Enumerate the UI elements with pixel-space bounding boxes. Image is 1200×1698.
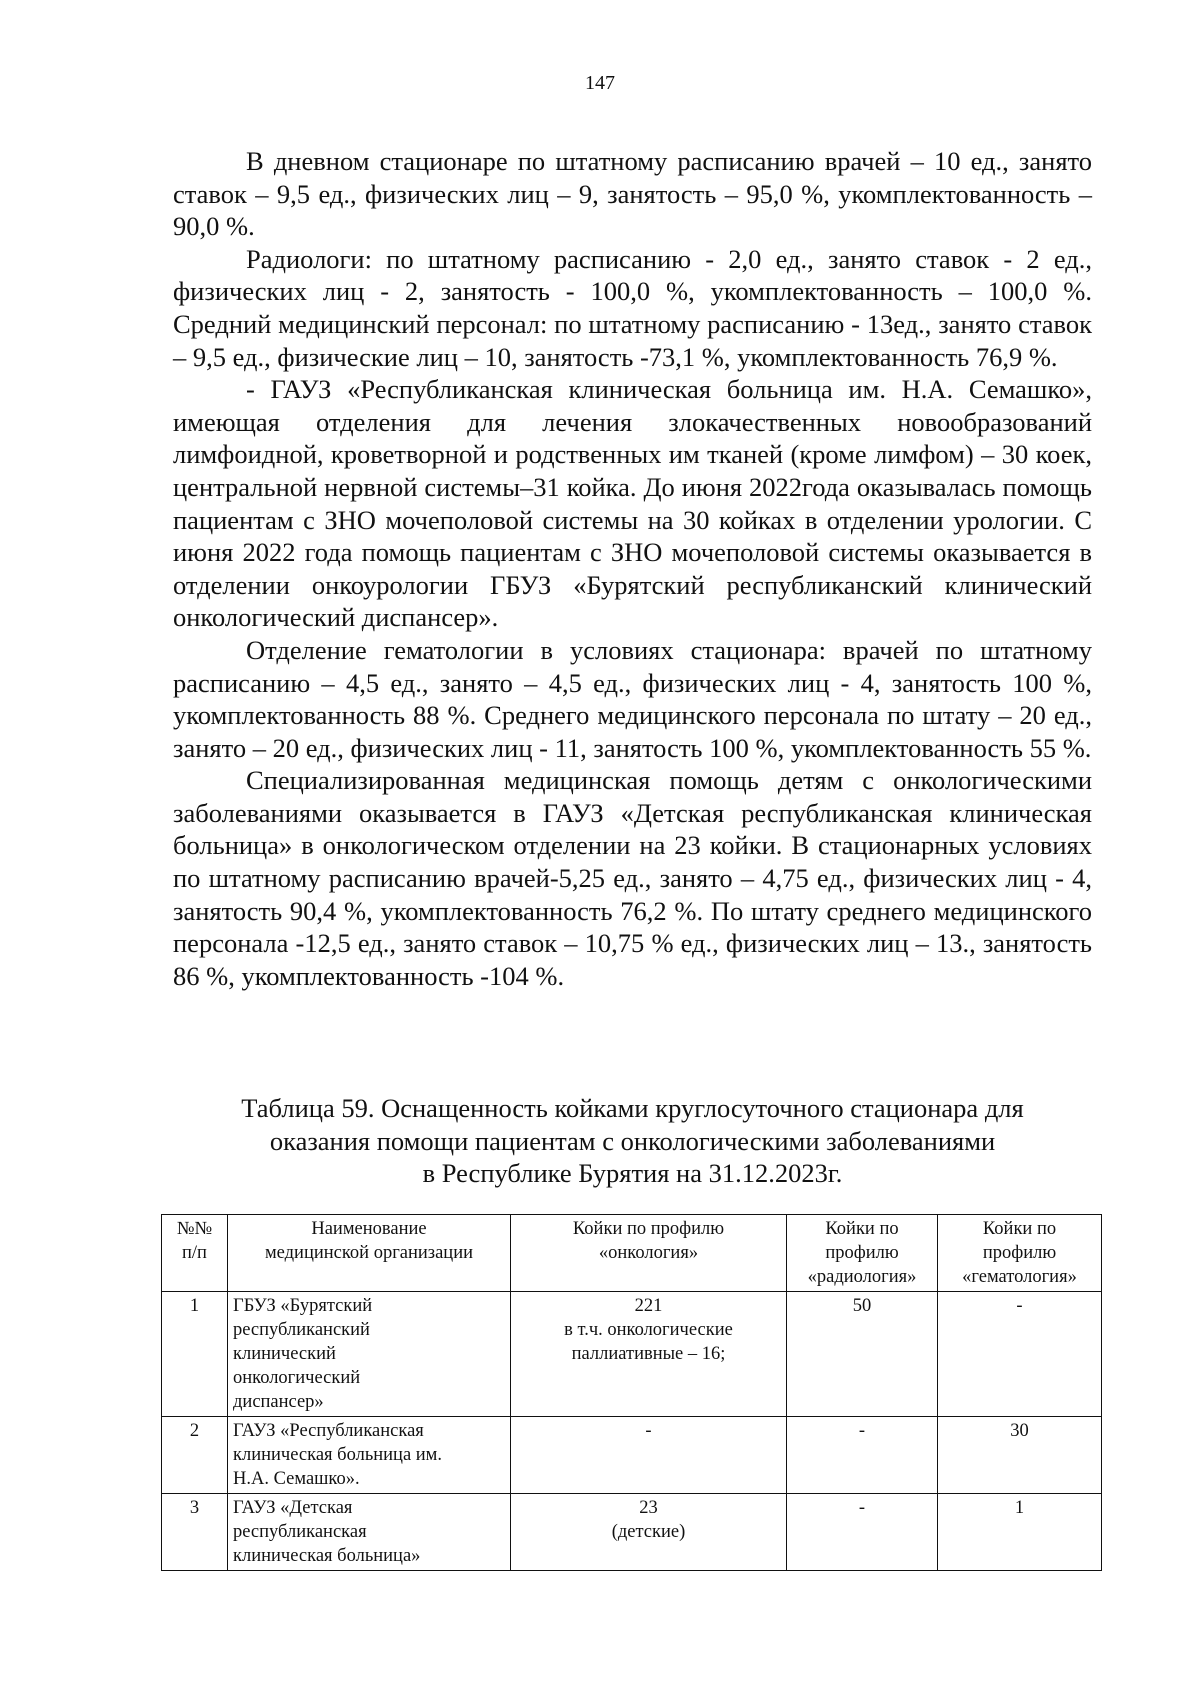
cell-organization: ГАУЗ «Детская республиканская клиническая больница» [228,1494,511,1571]
caption-line: в Республике Бурятия на 31.12.2023г. [422,1158,843,1188]
cell-number: 3 [162,1494,228,1571]
cell-oncology-beds: - [511,1417,787,1494]
cell-organization: ГБУЗ «Бурятский республиканский клинический онкологический диспансер» [228,1292,511,1417]
page-number: 147 [585,72,615,94]
table-caption [173,1092,1092,1190]
body-text [173,145,1092,992]
paragraph-hematology: Отделение гематологии в условиях стационара: врачей по штатному расписанию – 4,5 ед., занято – 4,5 ед., физических лиц - 4, занятость 100 %, укомплектованность 88 %. Среднего медицинского персонала по штату – 20 ед., занято – 20 ед., физических лиц - 11, занятость 100 %, укомплектованность 55 %. [173,634,1092,763]
table-row [162,1417,1102,1494]
cell-hematology-beds: 30 [938,1417,1102,1494]
cell-number: 1 [162,1292,228,1417]
paragraph-semashko-hospital: - ГАУЗ «Республиканская клиническая больница им. Н.А. Семашко», имеющая отделения для лечения злокачественных новообразований лимфоидной, кроветворной и родственных им тканей (кроме лимфом) – 30 коек, центральной нервной системы–31 койка. До июня 2022года оказывалась помощь пациентам с ЗНО мочеполовой системы на 30 койках в отделении урологии. С июня 2022 года помощь пациентам с ЗНО мочеполовой системы оказывается в отделении онкоурологии ГБУЗ «Бурятский республиканский клинический онкологический диспансер». [173,374,1092,633]
table-row [162,1292,1102,1417]
cell-radiology-beds: - [787,1494,938,1571]
paragraph-day-hospital: В дневном стационаре по штатному расписанию врачей – 10 ед., занято ставок – 9,5 ед., физических лиц – 9, занятость – 95,0 %, укомплектованность – 90,0 %. [173,146,1092,242]
cell-oncology-beds: 23 (детские) [511,1494,787,1571]
paragraph-pediatric-oncology: Специализированная медицинская помощь детям с онкологическими заболеваниями оказывается в ГАУЗ «Детская республиканская клиническая больница» в онкологическом отделении на 23 койки. В стационарных условиях по штатному расписанию врачей-5,25 ед., занято – 4,75 ед., физических лиц - 4, занятость 90,4 %, укомплектованность 76,2 %. По штату среднего медицинского персонала -12,5 ед., занято ставок – 10,75 % ед., физических лиц – 13., занятость 86 %, укомплектованность -104 %. [173,765,1092,991]
cell-hematology-beds: - [938,1292,1102,1417]
table-row [162,1494,1102,1571]
beds-table [161,1214,1102,1571]
header-organization: Наименование медицинской организации [228,1215,511,1292]
paragraph-radiologists: Радиологи: по штатному расписанию - 2,0 ед., занято ставок - 2 ед., физических лиц - 2, занятость - 100,0 %, укомплектованность – 100,0 %. Средний медицинский персонал: по штатному расписанию - 13ед., занято ставок – 9,5 ед., физические лиц – 10, занятость -73,1 %, укомплектованность 76,9 %. [173,243,1092,372]
caption-line: Таблица 59. Оснащенность койками круглосуточного стационара для [241,1093,1024,1123]
header-number: №№ п/п [162,1215,228,1292]
table-header-row [162,1215,1102,1292]
cell-organization: ГАУЗ «Республиканская клиническая больница им. Н.А. Семашко». [228,1417,511,1494]
cell-oncology-beds: 221 в т.ч. онкологические паллиативные – 16; [511,1292,787,1417]
cell-radiology-beds: 50 [787,1292,938,1417]
header-hematology-beds: Койки по профилю «гематология» [938,1215,1102,1292]
cell-radiology-beds: - [787,1417,938,1494]
cell-hematology-beds: 1 [938,1494,1102,1571]
caption-line: оказания помощи пациентам с онкологическими заболеваниями [269,1125,996,1156]
header-oncology-beds: Койки по профилю «онкология» [511,1215,787,1292]
cell-number: 2 [162,1417,228,1494]
header-radiology-beds: Койки по профилю «радиология» [787,1215,938,1292]
